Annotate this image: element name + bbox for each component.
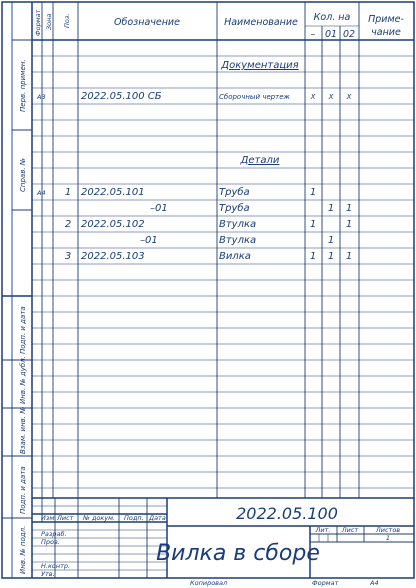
row3-q3: 1 bbox=[345, 203, 353, 214]
row4-q3: 1 bbox=[345, 219, 353, 230]
stamp-list2: Лист bbox=[341, 526, 359, 534]
stamp-title: Вилка в сборе bbox=[156, 541, 320, 566]
footer-format-value: А4 bbox=[370, 579, 379, 587]
header-designation: Обозначение bbox=[114, 17, 180, 28]
row1-q3: Х bbox=[346, 93, 352, 101]
row6-designation: 2022.05.103 bbox=[81, 251, 145, 262]
row3-name: Труба bbox=[219, 203, 250, 214]
page-frame bbox=[2, 2, 414, 578]
stamp-n-kontr: Н.контр. bbox=[41, 562, 71, 570]
header-pos: Поз. bbox=[63, 13, 71, 28]
row-lines bbox=[32, 56, 414, 488]
row2-q1: 1 bbox=[309, 187, 317, 198]
stamp-prov: Пров. bbox=[41, 538, 60, 546]
row1-q1: Х bbox=[310, 93, 316, 101]
row3-designation: –01 bbox=[150, 203, 168, 214]
row5-name: Втулка bbox=[219, 235, 257, 246]
row6-q2: 1 bbox=[327, 251, 335, 262]
row4-name: Втулка bbox=[219, 219, 257, 230]
row4-pos: 2 bbox=[64, 219, 72, 230]
stamp-list: Лист bbox=[57, 514, 74, 522]
side-label-inv-podl: Инв. № подл. bbox=[19, 525, 27, 574]
row5-designation: –01 bbox=[140, 235, 158, 246]
row1-format: А3 bbox=[37, 93, 46, 101]
header-qty: Кол. на bbox=[313, 12, 351, 23]
footer-format-label: Формат bbox=[312, 579, 339, 587]
header-name: Наименование bbox=[224, 17, 298, 28]
row2-pos: 1 bbox=[64, 187, 72, 198]
header-note-1: Приме- bbox=[368, 14, 404, 25]
row5-q2: 1 bbox=[327, 235, 335, 246]
header-note-2: чание bbox=[371, 27, 401, 38]
section-parts: Детали bbox=[240, 155, 280, 166]
row2-designation: 2022.05.101 bbox=[81, 187, 145, 198]
side-label-podp-data-2: Подп. и дата bbox=[19, 466, 27, 514]
row6-q1: 1 bbox=[309, 251, 317, 262]
header-format: Формат bbox=[34, 9, 42, 36]
header-zone: Зона bbox=[45, 13, 53, 30]
column-lines bbox=[42, 2, 359, 498]
side-label-sprav-no: Справ. № bbox=[19, 157, 27, 192]
header-qty-col1: – bbox=[310, 29, 316, 40]
stamp-listov: Листов bbox=[375, 526, 401, 534]
row2-name: Труба bbox=[219, 187, 250, 198]
stamp-doc-code: 2022.05.100 bbox=[236, 504, 338, 523]
stamp-n-dokum: № докум. bbox=[83, 514, 116, 522]
row4-designation: 2022.05.102 bbox=[81, 219, 145, 230]
stamp-listov-value: 1 bbox=[385, 534, 391, 542]
stamp-izm: Изм. bbox=[41, 514, 57, 522]
stamp-data: Дата bbox=[149, 514, 166, 522]
header-qty-col2: 01 bbox=[324, 29, 338, 40]
side-label-vzam-inv: Взам. инв. № bbox=[19, 406, 27, 454]
row2-format: А4 bbox=[37, 189, 46, 197]
section-documentation: Документация bbox=[221, 60, 299, 71]
side-label-perv-primen: Перв. примен. bbox=[19, 59, 27, 112]
side-label-inv-dubl: Инв. № дубл. bbox=[19, 356, 27, 404]
title-block bbox=[32, 498, 414, 578]
row1-designation: 2022.05.100 СБ bbox=[81, 91, 162, 102]
row6-name: Вилка bbox=[219, 251, 251, 262]
stamp-lit: Лит. bbox=[315, 526, 331, 534]
stamp-razrab: Разраб. bbox=[41, 530, 67, 538]
row1-name: Сборочный чертеж bbox=[219, 93, 290, 101]
row4-q1: 1 bbox=[309, 219, 317, 230]
footer-kopiroval: Копировал bbox=[190, 579, 228, 587]
row6-pos: 3 bbox=[64, 251, 72, 262]
row6-q3: 1 bbox=[345, 251, 353, 262]
stamp-podp: Подп. bbox=[124, 514, 144, 522]
row1-q2: Х bbox=[328, 93, 334, 101]
side-label-boxes bbox=[2, 40, 32, 518]
header-qty-col3: 02 bbox=[342, 29, 356, 40]
side-label-podp-data-1: Подп. и дата bbox=[19, 306, 27, 354]
stamp-utv: Утв. bbox=[41, 570, 55, 578]
row3-q2: 1 bbox=[327, 203, 335, 214]
